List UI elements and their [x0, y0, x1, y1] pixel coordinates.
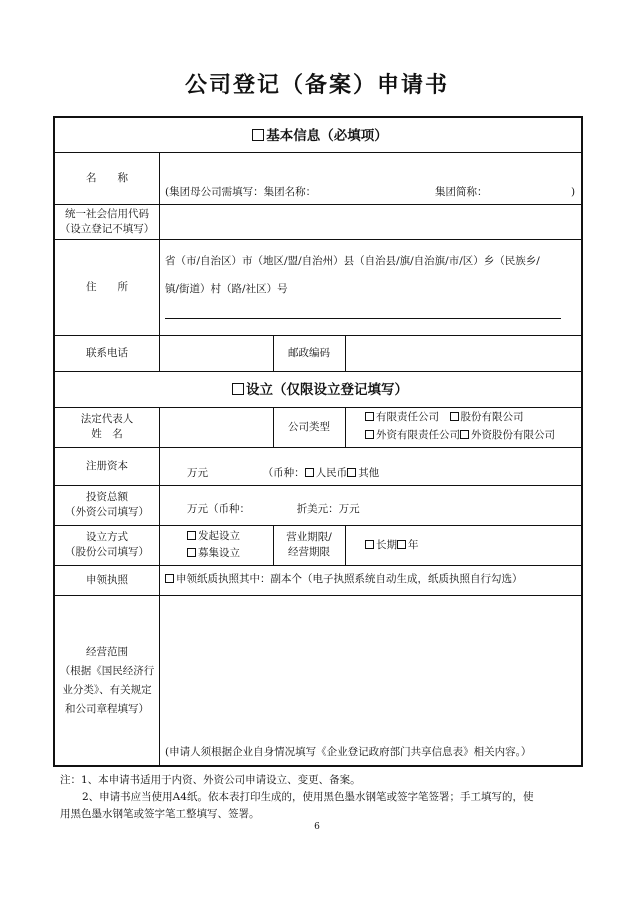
currency-prefix: （币种：: [262, 467, 305, 479]
footnotes: [60, 772, 590, 823]
phone-field[interactable]: [159, 335, 273, 371]
company-type-label: 公司类型: [288, 420, 330, 433]
legal-rep-field[interactable]: [159, 407, 273, 447]
capital-field[interactable]: [159, 447, 583, 485]
investment-value-text: 万元（币种：: [187, 503, 250, 515]
checkbox-icon: [187, 548, 196, 557]
license-field: [159, 565, 583, 595]
term-label-line1: 营业期限/: [286, 531, 332, 543]
license-label: 申领执照: [86, 573, 128, 586]
note-2: 2、申请书应当使用A4纸。依本表打印生成的，使用黑色墨水钢笔或签字笔签署；手工填写的，使: [82, 791, 534, 803]
type-option-foreign-ltd[interactable]: [365, 429, 460, 441]
credit-code-label: [55, 204, 159, 239]
postal-label: 邮政编码: [288, 346, 330, 359]
term-label-line2: 经营期限: [288, 546, 330, 558]
method-label-line1: 设立方式: [86, 531, 128, 543]
section-establish-checkbox[interactable]: [232, 383, 244, 395]
type-option-ltd[interactable]: [365, 411, 439, 423]
method-option-promotion-label: 发起设立: [198, 530, 240, 542]
currency-option-rmb[interactable]: [305, 467, 348, 479]
investment-usd-text: 折美元：万元: [296, 503, 360, 515]
currency-option-other[interactable]: [347, 467, 379, 479]
name-hint-end: ): [571, 186, 576, 198]
postal-field[interactable]: [345, 335, 583, 371]
scope-label-line3: 业分类》、有关规定: [62, 684, 152, 696]
note-3: 用黑色墨水钢笔或签字笔工整填写、签署。: [60, 808, 260, 820]
name-hint-prefix: (集团母公司需填写：集团名称：: [165, 186, 317, 198]
legal-rep-label-line2: 姓 名: [91, 428, 123, 440]
note-1: 注：1、本申请书适用于内资、外资公司申请设立、变更、备案。: [60, 774, 361, 786]
investment-label-line2: （外资公司填写）: [65, 506, 149, 518]
application-form-table: [53, 116, 583, 767]
scope-label: [55, 595, 159, 767]
capital-unit: 万元: [187, 467, 208, 479]
checkbox-icon: [305, 468, 314, 477]
type-option-foreign-joint-stock[interactable]: [460, 429, 555, 441]
address-line-2: 镇/街道）村（路/社区）号: [165, 283, 288, 295]
license-text: 申领纸质执照其中：副本个（电子执照系统自动生成，纸质执照自行勾选）: [176, 573, 523, 585]
name-label: 名 称: [86, 171, 128, 184]
scope-label-line4: 和公司章程填写）: [65, 703, 149, 715]
checkbox-icon: [347, 468, 356, 477]
section-basic-checkbox[interactable]: [252, 129, 264, 141]
type-option-ltd-label: 有限责任公司: [376, 411, 439, 423]
scope-field[interactable]: [159, 595, 583, 767]
name-field[interactable]: [159, 152, 583, 204]
section-establish-label: 设立（仅限设立登记填写）: [246, 382, 408, 398]
type-option-foreign-joint-stock-label: 外资股份有限公司: [471, 429, 555, 441]
section-basic-header: [55, 124, 585, 144]
method-label: [55, 525, 159, 565]
checkbox-icon: [460, 430, 469, 439]
checkbox-icon: [165, 574, 174, 583]
method-options: [159, 525, 273, 565]
investment-field[interactable]: [159, 485, 583, 525]
credit-code-field[interactable]: [159, 204, 583, 239]
company-type-options: [345, 407, 583, 447]
scope-note: (申请人须根据企业自身情况填写《企业登记政府部门共享信息表》相关内容。）: [165, 746, 532, 758]
checkbox-icon: [397, 540, 406, 549]
currency-other-label: 其他: [358, 467, 380, 479]
phone-label: 联系电话: [86, 346, 128, 359]
method-option-offering[interactable]: [187, 546, 240, 561]
address-line-1: 省（市/自治区）市（地区/盟/自治州）县（自治县/旗/自治旗/市/区）乡（民族乡/: [165, 255, 540, 267]
legal-rep-label-line1: 法定代表人: [80, 413, 134, 425]
type-option-foreign-ltd-label: 外资有限责任公司: [376, 429, 460, 441]
address-underline: [165, 318, 561, 319]
page-number: 6: [314, 822, 320, 832]
scope-label-line2: （根据《国民经济行: [59, 665, 155, 677]
currency-rmb-label: 人民币: [315, 467, 348, 479]
method-label-line2: （股份公司填写）: [65, 546, 149, 558]
term-option-years[interactable]: [397, 539, 419, 551]
checkbox-icon: [365, 540, 374, 549]
term-options: [345, 525, 583, 565]
type-option-joint-stock-label: 股份有限公司: [460, 411, 524, 423]
license-option[interactable]: [165, 572, 523, 587]
section-basic-label: 基本信息（必填项）: [266, 128, 388, 144]
method-option-offering-label: 募集设立: [198, 547, 240, 559]
page-title: 公司登记（备案）申请书: [184, 73, 449, 98]
method-option-promotion[interactable]: [187, 529, 240, 544]
legal-rep-label: [55, 407, 159, 447]
credit-code-label-line1: 统一社会信用代码: [65, 207, 149, 220]
section-establish-header: [55, 378, 585, 398]
address-label: 住 所: [86, 280, 128, 293]
checkbox-icon: [450, 412, 459, 421]
term-option-long[interactable]: [365, 539, 397, 551]
checkbox-icon: [365, 430, 374, 439]
investment-label: [55, 485, 159, 525]
address-field[interactable]: [159, 239, 583, 335]
name-hint-mid: 集团简称：: [435, 186, 488, 198]
capital-label: 注册资本: [86, 459, 128, 472]
checkbox-icon: [365, 412, 374, 421]
checkbox-icon: [187, 531, 196, 540]
term-option-long-label: 长期: [376, 539, 397, 551]
type-option-joint-stock[interactable]: [450, 411, 524, 423]
scope-label-line1: 经营范围: [86, 646, 128, 658]
credit-code-label-line2: （设立登记不填写）: [59, 222, 155, 235]
term-option-years-label: 年: [408, 539, 419, 551]
investment-label-line1: 投资总额: [86, 491, 128, 503]
term-label: [273, 525, 345, 565]
